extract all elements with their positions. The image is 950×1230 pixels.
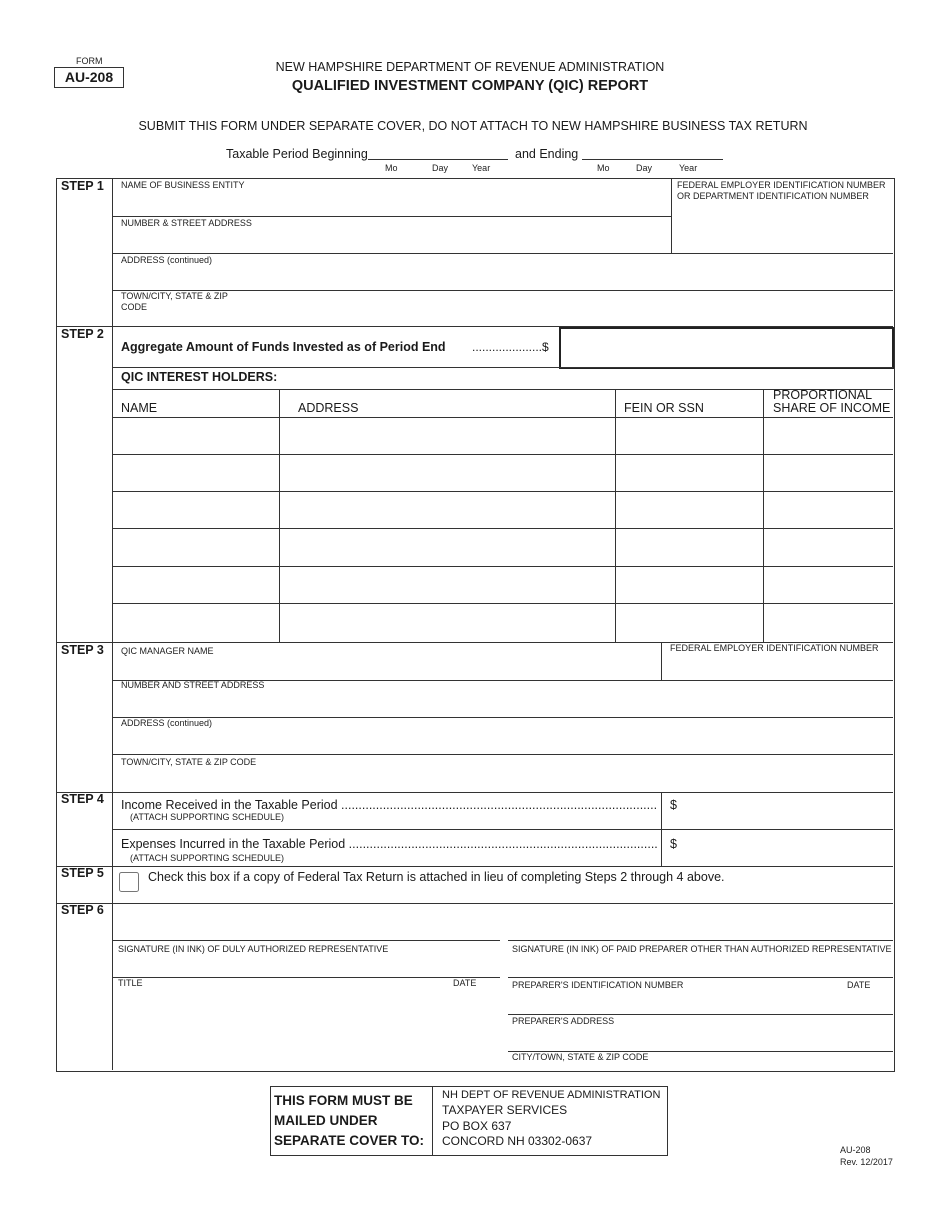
federal-return-checkbox-label: Check this box if a copy of Federal Tax Return is attached in lieu of completing Steps 2 through 4 above. bbox=[148, 870, 725, 884]
manager-fein-label: FEDERAL EMPLOYER IDENTIFICATION NUMBER bbox=[670, 643, 879, 653]
business-name-input[interactable] bbox=[121, 195, 666, 215]
holder-4-name-input[interactable] bbox=[117, 535, 274, 559]
holder-6-fein-input[interactable] bbox=[620, 610, 758, 636]
begin-mo-label: Mo bbox=[385, 163, 398, 173]
holder-2-share-input[interactable] bbox=[768, 461, 888, 485]
town-label-1: TOWN/CITY, STATE & ZIP bbox=[121, 291, 228, 301]
income-note: (ATTACH SUPPORTING SCHEDULE) bbox=[130, 812, 285, 822]
preparer-signature-input[interactable] bbox=[512, 912, 888, 936]
holder-1-name-input[interactable] bbox=[117, 424, 274, 448]
qic-holders-title: QIC INTEREST HOLDERS: bbox=[121, 370, 278, 384]
mailing-addr-3: PO BOX 637 bbox=[442, 1118, 512, 1133]
footer-form-number: AU-208 bbox=[840, 1145, 871, 1155]
federal-return-checkbox[interactable] bbox=[119, 872, 139, 892]
holder-3-share-input[interactable] bbox=[768, 498, 888, 522]
preparer-id-label: PREPARER'S IDENTIFICATION NUMBER bbox=[512, 980, 684, 990]
manager-street-label: NUMBER AND STREET ADDRESS bbox=[121, 680, 265, 690]
manager-name-input[interactable] bbox=[121, 659, 656, 678]
manager-town-input[interactable] bbox=[121, 770, 886, 790]
auth-signature-input[interactable] bbox=[118, 912, 495, 936]
holder-1-share-input[interactable] bbox=[768, 424, 888, 448]
holder-3-address-input[interactable] bbox=[285, 498, 610, 522]
income-amount-input[interactable] bbox=[684, 797, 888, 815]
begin-day-label: Day bbox=[432, 163, 449, 173]
manager-town-label: TOWN/CITY, STATE & ZIP CODE bbox=[121, 757, 257, 767]
step6-label: STEP 6 bbox=[61, 903, 104, 917]
holder-2-address-input[interactable] bbox=[285, 461, 610, 485]
auth-title-input[interactable] bbox=[118, 956, 495, 974]
mailing-address bbox=[442, 1088, 660, 1150]
town-label-2: CODE bbox=[121, 302, 148, 312]
period-beginning-input[interactable] bbox=[370, 145, 506, 159]
holder-1-fein-input[interactable] bbox=[620, 424, 758, 448]
income-label: Income Received in the Taxable Period ........................................................................................... bbox=[121, 798, 658, 812]
holder-2-fein-input[interactable] bbox=[620, 461, 758, 485]
col-share-header-1: PROPORTIONAL bbox=[773, 388, 873, 402]
manager-address-continued-label: ADDRESS (continued) bbox=[121, 718, 213, 728]
expenses-label: Expenses Incurred in the Taxable Period ......................................................................................... bbox=[121, 837, 658, 851]
business-street-input[interactable] bbox=[121, 232, 666, 251]
holder-4-fein-input[interactable] bbox=[620, 535, 758, 559]
col-name-header: NAME bbox=[121, 401, 158, 415]
holder-5-name-input[interactable] bbox=[117, 573, 274, 597]
preparer-address-input[interactable] bbox=[512, 993, 888, 1011]
period-ending-label: and Ending bbox=[515, 147, 579, 161]
preparer-city-label: CITY/TOWN, STATE & ZIP CODE bbox=[512, 1052, 649, 1062]
mailing-addr-2: TAXPAYER SERVICES bbox=[442, 1103, 568, 1117]
holder-6-share-input[interactable] bbox=[768, 610, 888, 636]
holder-3-fein-input[interactable] bbox=[620, 498, 758, 522]
step3-label: STEP 3 bbox=[61, 643, 104, 657]
manager-name-label: QIC MANAGER NAME bbox=[121, 646, 214, 656]
preparer-name-input[interactable] bbox=[512, 956, 888, 974]
holder-6-address-input[interactable] bbox=[285, 610, 610, 636]
fein-label-2: OR DEPARTMENT IDENTIFICATION NUMBER bbox=[677, 191, 869, 201]
mailing-addr-1: NH DEPT OF REVENUE ADMINISTRATION bbox=[442, 1089, 661, 1101]
auth-signature-label: SIGNATURE (IN INK) OF DULY AUTHORIZED REPRESENTATIVE bbox=[118, 944, 389, 954]
end-mo-label: Mo bbox=[597, 163, 610, 173]
step2-label: STEP 2 bbox=[61, 327, 104, 341]
mailing-line-3: SEPARATE COVER TO: bbox=[274, 1133, 425, 1148]
end-day-label: Day bbox=[636, 163, 653, 173]
begin-year-label: Year bbox=[472, 163, 491, 173]
form-word: FORM bbox=[76, 56, 103, 66]
department-name: NEW HAMPSHIRE DEPARTMENT OF REVENUE ADMINISTRATION bbox=[275, 60, 665, 74]
form-number: AU-208 bbox=[54, 67, 124, 88]
business-fein-input[interactable] bbox=[677, 215, 887, 245]
mailing-line-1: THIS FORM MUST BE bbox=[274, 1093, 413, 1108]
mailing-addr-4: CONCORD NH 03302-0637 bbox=[442, 1134, 593, 1148]
period-beginning-label: Taxable Period Beginning bbox=[226, 147, 368, 161]
street-address-label: NUMBER & STREET ADDRESS bbox=[121, 218, 252, 228]
holder-4-address-input[interactable] bbox=[285, 535, 610, 559]
aggregate-amount-label: Aggregate Amount of Funds Invested as of Period End bbox=[121, 340, 446, 354]
aggregate-dots: .....................$ bbox=[472, 340, 549, 354]
holder-3-name-input[interactable] bbox=[117, 498, 274, 522]
preparer-address-label: PREPARER'S ADDRESS bbox=[512, 1016, 615, 1026]
business-town-input[interactable] bbox=[250, 300, 885, 320]
auth-title-label: TITLE bbox=[118, 978, 143, 988]
manager-address-continued-input[interactable] bbox=[121, 732, 886, 752]
holder-6-name-input[interactable] bbox=[117, 610, 274, 636]
fein-label-1: FEDERAL EMPLOYER IDENTIFICATION NUMBER bbox=[677, 180, 886, 190]
auth-date-label: DATE bbox=[453, 978, 477, 988]
business-address-continued-input[interactable] bbox=[121, 269, 886, 288]
expenses-dollar: $ bbox=[670, 837, 677, 851]
address-continued-label: ADDRESS (continued) bbox=[121, 255, 213, 265]
expenses-amount-input[interactable] bbox=[684, 836, 888, 854]
preparer-city-input[interactable] bbox=[512, 1030, 888, 1048]
manager-fein-input[interactable] bbox=[668, 657, 888, 677]
preparer-signature-label: SIGNATURE (IN INK) OF PAID PREPARER OTHER THAN AUTHORIZED REPRESENTATIVE bbox=[512, 944, 892, 954]
col-fein-header: FEIN OR SSN bbox=[624, 401, 704, 415]
aggregate-amount-input[interactable] bbox=[566, 334, 884, 360]
mailing-instruction bbox=[274, 1091, 424, 1151]
holder-2-name-input[interactable] bbox=[117, 461, 274, 485]
step4-label: STEP 4 bbox=[61, 792, 104, 806]
expenses-note: (ATTACH SUPPORTING SCHEDULE) bbox=[130, 853, 285, 863]
income-dollar: $ bbox=[670, 798, 677, 812]
holder-4-share-input[interactable] bbox=[768, 535, 888, 559]
business-name-label: NAME OF BUSINESS ENTITY bbox=[121, 180, 245, 190]
manager-street-input[interactable] bbox=[121, 694, 886, 714]
col-share-header-2: SHARE OF INCOME bbox=[773, 401, 891, 415]
mailing-line-2: MAILED UNDER bbox=[274, 1113, 378, 1128]
step5-label: STEP 5 bbox=[61, 866, 104, 880]
period-ending-input[interactable] bbox=[584, 145, 721, 159]
end-year-label: Year bbox=[679, 163, 698, 173]
step1-label: STEP 1 bbox=[61, 179, 104, 193]
col-address-header: ADDRESS bbox=[298, 401, 359, 415]
holder-1-address-input[interactable] bbox=[285, 424, 610, 448]
preparer-date-label: DATE bbox=[847, 980, 871, 990]
holder-5-address-input[interactable] bbox=[285, 573, 610, 597]
footer-revision: Rev. 12/2017 bbox=[840, 1157, 893, 1167]
form-title: QUALIFIED INVESTMENT COMPANY (QIC) REPORT bbox=[291, 78, 649, 94]
submission-instruction: SUBMIT THIS FORM UNDER SEPARATE COVER, DO NOT ATTACH TO NEW HAMPSHIRE BUSINESS TAX RETURN bbox=[138, 119, 808, 133]
holder-5-fein-input[interactable] bbox=[620, 573, 758, 597]
holder-5-share-input[interactable] bbox=[768, 573, 888, 597]
